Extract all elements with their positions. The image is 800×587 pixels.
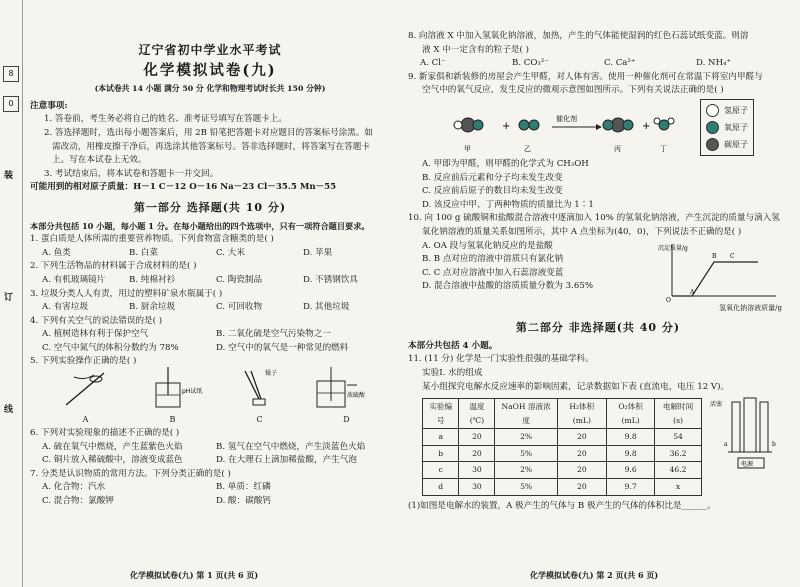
- question-8: 8. 向溶液 X 中加入氢氧化钠溶液，加热，产生的气体能使湿润的红色石蕊试纸变蓝。则溶: [408, 31, 749, 41]
- atom-legend: [700, 99, 754, 156]
- oxygen-atom-icon: [706, 121, 719, 134]
- option: C. 反应前后原子的数目均未发生改变: [422, 186, 563, 197]
- binding-char: 订: [4, 293, 14, 303]
- question-6: 6. 下列对实验现象的描述不正确的是( ): [30, 428, 180, 439]
- question-11: 11. (11 分) 化学是一门实验性很强的基础学科。: [408, 354, 594, 365]
- binding-char: 装: [4, 171, 14, 181]
- table-header: NaOH 溶液浓度: [495, 399, 557, 429]
- q3-options: [30, 301, 390, 315]
- seat-box: 8: [3, 66, 19, 82]
- carbon-atom-icon: [706, 138, 719, 151]
- hydrogen-atom-icon: [706, 104, 719, 117]
- catalyst-label: 催化剂: [556, 114, 577, 123]
- option: C. C 点对应溶液中加入石蕊溶液变蓝: [422, 267, 564, 278]
- option: A. 化合物：汽水: [42, 482, 106, 493]
- q9-reaction-diagram: [408, 98, 788, 158]
- binding-char: 线: [4, 405, 14, 415]
- option: B. CO₃²⁻: [512, 58, 549, 69]
- table-header: 电解时间(s): [655, 399, 701, 429]
- note-item: 3. 考试结束后，将本试卷和答题卡一并交回。: [44, 168, 219, 179]
- point-label: O: [666, 296, 671, 302]
- exam-title: 辽宁省初中学业水平考试: [138, 43, 282, 57]
- data-table: [422, 398, 702, 496]
- experiment-desc: 某小组探究电解水反应速率的影响因素，记录数据如下表 (直流电，电压 12 V)。: [422, 381, 730, 392]
- option: D. 该反应中甲、丁两种物质的质量比为 1∶1: [422, 199, 594, 210]
- option: C. 混合物：氯酸钾: [42, 496, 114, 507]
- q7-options: [30, 495, 390, 509]
- option: C. Ca²⁺: [604, 58, 636, 69]
- q11-body: [408, 394, 788, 496]
- q8-options: [408, 57, 788, 71]
- figure-a: [42, 365, 129, 427]
- species-label: 丁: [660, 144, 667, 153]
- experiment-title: 实验Ⅰ. 水的组成: [422, 367, 483, 378]
- binding-strip: [0, 0, 23, 587]
- q6-options: [30, 441, 390, 455]
- question-10: 10. 向 100 g 硫酸铜和盐酸混合溶液中逐滴加入 10% 的氢氧化钠溶液，产生沉淀的质量与滴入氢: [408, 213, 780, 224]
- figure-label: C: [256, 415, 263, 425]
- paper-title: 化学模拟试卷(九): [143, 61, 277, 79]
- option: B. 单质：红磷: [216, 482, 271, 493]
- table-row: d 30 5% 20 9.7 x: [423, 479, 702, 496]
- apparatus-label: a: [723, 441, 728, 449]
- notes-heading: 注意事项:: [30, 100, 68, 111]
- note-item: 1. 答卷前，考生务必将自己的姓名、准考证号填写在答题卡上。: [44, 114, 287, 125]
- question-2: 2. 下列生活物品的材料属于合成材料的是( ): [30, 261, 197, 272]
- option: B. 二氧化硫是空气污染物之一: [216, 329, 331, 340]
- figure-label: A: [82, 415, 89, 425]
- atomic-masses: 可能用到的相对原子质量：H－1 C－12 O－16 Na－23 Cl－35.5 Mn－55: [30, 182, 337, 193]
- option: B. 白菜: [129, 247, 158, 258]
- precipitate-graph: [658, 240, 783, 302]
- q4-options: [30, 328, 390, 342]
- molecule-reaction-svg: [438, 99, 688, 157]
- legend-item: 氢原子: [706, 102, 748, 119]
- figure-tag: pH试纸: [181, 387, 202, 395]
- ph-test-icon: [138, 365, 208, 409]
- table-row: b 20 5% 20 9.8 36.2: [423, 445, 702, 462]
- option: A. OA 段与氢氧化钠反应的是盐酸: [422, 240, 553, 251]
- option: B. B 点对应的溶液中溶质只有氯化钠: [422, 254, 564, 265]
- apparatus-label: 活塞: [709, 401, 722, 409]
- point-label: B: [712, 252, 717, 260]
- table-header: O₂体积(mL): [606, 399, 655, 429]
- species-label: 丙: [614, 144, 621, 153]
- page-1: [30, 0, 390, 509]
- x-axis-label: 氢氧化钠溶液质量/g: [719, 303, 782, 312]
- q2-options: [30, 274, 390, 288]
- question-10-cont: 氧化钠溶液的质量关系如图所示，其中 A 点坐标为(40，0)，下列说法不正确的是( ): [422, 226, 742, 237]
- figure-label: B: [169, 415, 176, 425]
- q10-body: [408, 240, 788, 302]
- option: D. 酸：碳酸钙: [216, 496, 272, 507]
- q6-options: [30, 454, 390, 468]
- option: C. 陶瓷制品: [216, 274, 263, 285]
- option: A. 有机玻璃镜片: [42, 274, 106, 285]
- q4-options: [30, 342, 390, 356]
- part2-heading: 第二部分 非选择题(共 40 分): [515, 321, 681, 335]
- question-9-cont: 空气中的氧气反应，发生反应的微观示意图如图所示。下列有关说法正确的是( ): [422, 85, 724, 96]
- legend-item: 氧原子: [706, 119, 748, 136]
- table-row: c 30 2% 20 9.6 46.2: [423, 462, 702, 479]
- electrolysis-apparatus-icon: [710, 394, 788, 474]
- figure-b: [129, 365, 216, 427]
- figure-tag: 浓硫酸: [346, 391, 365, 399]
- option: D. 其他垃圾: [303, 302, 350, 313]
- option: D. 混合溶液中盐酸的溶质质量分数为 3.65%: [422, 281, 593, 292]
- figure-d: [303, 365, 390, 427]
- question-9: 9. 新家俱和新装修的房屋会产生甲醛，对人体有害。使用一种催化剂可在常温下将室内甲醛与: [408, 71, 763, 82]
- q1-options: [30, 247, 390, 261]
- q11-subquestion-1: (1)如图是电解水的装置，A 极产生的气体与 B 极产生的气体的体积比是______。: [408, 500, 716, 511]
- option: A. 硫在氧气中燃烧，产生蓝紫色火焰: [42, 441, 183, 452]
- question-3: 3. 垃圾分类人人有责，用过的塑料矿泉水瓶属于( ): [30, 288, 223, 299]
- option: B. 氢气在空气中燃烧，产生淡蓝色火焰: [216, 441, 366, 452]
- part1-intro: 本部分共包括 10 小题，每小题 1 分。在每小题给出的四个选项中，只有一项符合题目要求。: [30, 220, 370, 231]
- question-5: 5. 下列实验操作正确的是( ): [30, 356, 137, 367]
- option: D. 在大理石上滴加稀盐酸，产生气泡: [216, 455, 357, 466]
- note-item: 上。写在本试卷上无效。: [52, 155, 147, 166]
- table-header: 温度(℃): [459, 399, 495, 429]
- option: A. 植树造林有利于保护空气: [42, 329, 149, 340]
- option: B. 厨余垃圾: [129, 302, 176, 313]
- option: A. Cl⁻: [420, 58, 446, 69]
- part1-heading: 第一部分 选择题(共 10 分): [133, 200, 287, 214]
- q7-options: [30, 481, 390, 495]
- legend-item: 碳原子: [706, 136, 748, 153]
- option: B. 反应前后元素和分子均未发生改变: [422, 172, 563, 183]
- option: D. NH₄⁺: [696, 58, 732, 69]
- acid-dilution-icon: [307, 365, 387, 409]
- table-row: a 20 2% 20 9.8 54: [423, 429, 702, 446]
- figure-label: D: [343, 415, 350, 425]
- q5-figures: [30, 369, 390, 427]
- note-item: 2. 答选择题时，选出每小题答案后，用 2B 铅笔把答题卡对应题目的答案标号涂黑。如: [44, 127, 373, 138]
- table-header: 实验编号: [423, 399, 459, 429]
- q10-options: [408, 240, 658, 302]
- option: A. 鱼类: [42, 247, 71, 258]
- option: A. 有害垃圾: [42, 302, 89, 313]
- option: C. 大米: [216, 247, 245, 258]
- svg-text:+: +: [502, 120, 511, 132]
- point-label: A: [690, 288, 695, 296]
- y-axis-label: 沉淀质量/g: [658, 244, 688, 252]
- question-7: 7. 分类是认识物质的常用方法。下列分类正确的是( ): [30, 468, 231, 479]
- option: D. 空气中的氧气是一种常见的燃料: [216, 342, 349, 353]
- option: B. 纯棉衬衫: [129, 274, 176, 285]
- option: A. 甲即为甲醛，则甲醛的化学式为 CH₃OH: [422, 158, 589, 169]
- part2-intro: 本部分共包括 4 小题。: [408, 340, 498, 351]
- species-label: 乙: [524, 144, 531, 153]
- option: D. 苹果: [303, 247, 333, 258]
- point-label: C: [730, 252, 735, 260]
- option: D. 不锈钢饮具: [303, 274, 359, 285]
- seat-box: 0: [3, 96, 19, 112]
- table-header: H₂体积(mL): [557, 399, 606, 429]
- question-4: 4. 下列有关空气的说法错误的是( ): [30, 315, 163, 326]
- apparatus-label: 电源: [740, 461, 753, 469]
- exam-info: (本试卷共 14 小题 满分 50 分 化学和物理考试时长共 150 分钟): [94, 84, 326, 94]
- figure-tag: 镊子: [264, 369, 277, 377]
- figure-c: [216, 365, 303, 427]
- page-footer: 化学模拟试卷(九) 第 1 页(共 6 页): [130, 570, 259, 580]
- question-8-cont: 液 X 中一定含有的粒子是( ): [422, 44, 529, 55]
- question-1: 1. 蛋白质是人体所需的重要营养物质。下列食物富含糖类的是( ): [30, 234, 274, 245]
- test-tube-heating-icon: [56, 365, 116, 409]
- option: C. 空气中氮气的体积分数约为 78%: [42, 342, 179, 353]
- species-label: 甲: [464, 144, 471, 153]
- option: C. 可回收物: [216, 302, 263, 313]
- note-item: 需改动，用橡皮擦干净后，再选涂其他答案标号。答非选择题时，将答案写在答题卡: [52, 141, 370, 152]
- page-2: [408, 30, 788, 513]
- page-footer: 化学模拟试卷(九) 第 2 页(共 6 页): [530, 570, 659, 580]
- table-header-row: [423, 399, 702, 429]
- svg-text:+: +: [642, 120, 651, 132]
- option: C. 铜片放入稀硫酸中，溶液变成蓝色: [42, 455, 183, 466]
- tweezers-icon: [225, 365, 295, 409]
- apparatus-label: b: [771, 441, 776, 449]
